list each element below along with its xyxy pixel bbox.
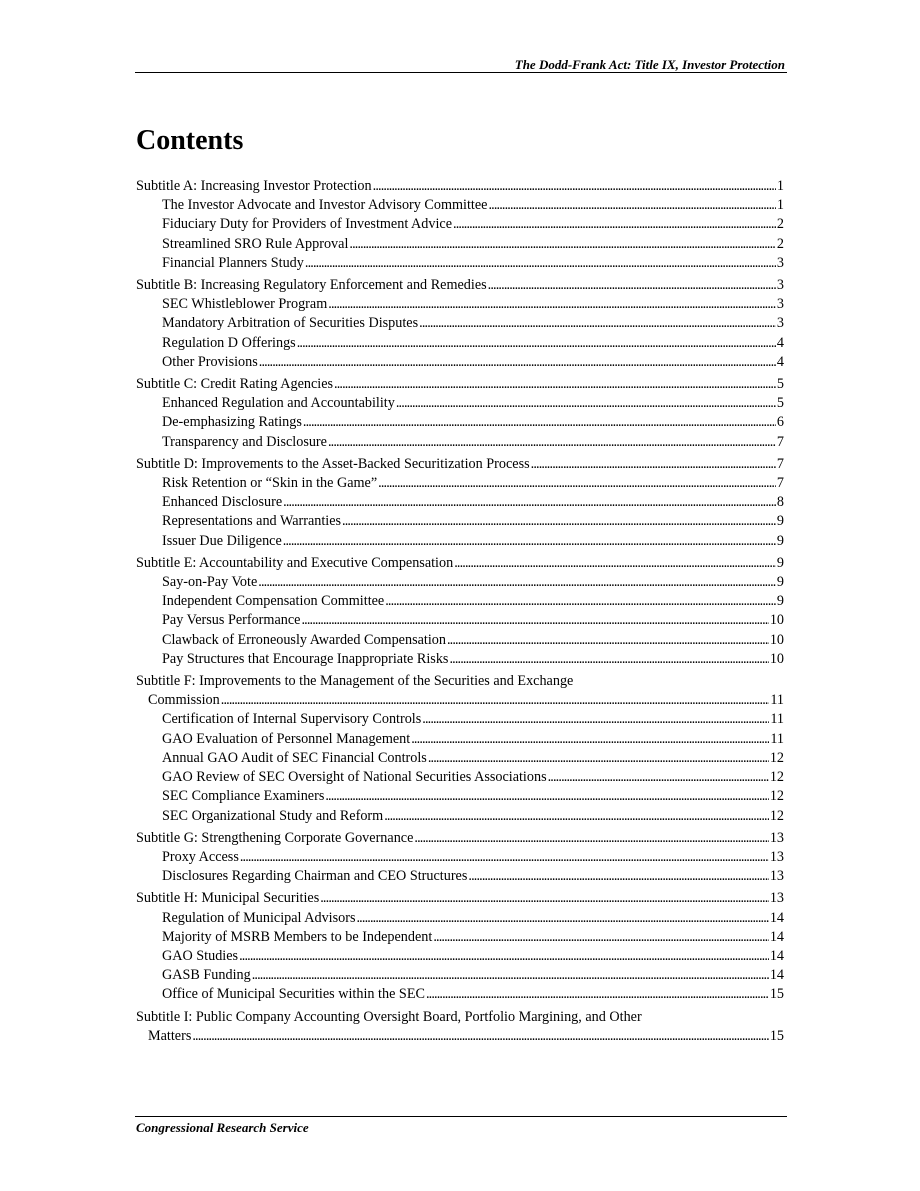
toc-subtitle-d[interactable]: [136, 455, 784, 474]
toc-page: 2: [776, 216, 784, 233]
dot-leader: [283, 493, 776, 512]
toc-page: 3: [776, 296, 784, 313]
toc-page: 12: [769, 788, 784, 805]
dot-leader: [488, 276, 776, 295]
toc-label: Proxy Access: [162, 848, 239, 865]
toc-item[interactable]: [136, 196, 784, 215]
toc-subtitle-b[interactable]: [136, 276, 784, 295]
dot-leader: [449, 650, 768, 669]
toc-item[interactable]: [136, 611, 784, 630]
toc-label: GAO Review of SEC Oversight of National Securities Associations: [162, 769, 547, 786]
toc-label: Independent Compensation Committee: [162, 593, 385, 610]
toc-page: 9: [776, 532, 784, 549]
dot-leader: [433, 928, 769, 947]
toc-page: 13: [769, 890, 784, 907]
dot-leader: [422, 710, 769, 729]
dot-leader: [192, 1027, 768, 1046]
toc-item[interactable]: [136, 749, 784, 768]
toc-page: 12: [769, 807, 784, 824]
toc-label: Subtitle E: Accountability and Executive Compensation: [136, 554, 454, 571]
toc-subtitle-e[interactable]: [136, 554, 784, 573]
toc-item[interactable]: [136, 433, 784, 452]
toc-label: Other Provisions: [162, 353, 258, 370]
toc-label: Mandatory Arbitration of Securities Disputes: [162, 315, 419, 332]
toc-label-line1: Subtitle I: Public Company Accounting Oversight Board, Portfolio Margining, and Other: [136, 1008, 642, 1025]
dot-leader: [301, 611, 768, 630]
dot-leader: [349, 235, 776, 254]
toc-label: Office of Municipal Securities within the SEC: [162, 986, 425, 1003]
toc-subtitle-f[interactable]: [136, 672, 784, 710]
header-rule: [135, 72, 787, 73]
toc-subtitle-g[interactable]: [136, 829, 784, 848]
toc-page: 9: [776, 593, 784, 610]
toc-page: 14: [769, 909, 784, 926]
toc-page: 7: [776, 433, 784, 450]
dot-leader: [356, 909, 768, 928]
toc-page: 12: [769, 749, 784, 766]
toc-label: SEC Compliance Examiners: [162, 788, 325, 805]
dot-leader: [414, 829, 768, 848]
dot-leader: [396, 394, 776, 413]
dot-leader: [325, 787, 768, 806]
dot-leader: [454, 554, 776, 573]
toc-label: Enhanced Disclosure: [162, 494, 283, 511]
dot-leader: [303, 413, 776, 432]
toc-label: Majority of MSRB Members to be Independent: [162, 928, 433, 945]
toc-page: 11: [770, 692, 784, 709]
contents-heading: Contents: [136, 125, 244, 156]
toc-label: Transparency and Disclosure: [162, 433, 327, 450]
dot-leader: [411, 730, 769, 749]
toc-item[interactable]: [136, 334, 784, 353]
dot-leader: [297, 334, 776, 353]
toc-item[interactable]: [136, 353, 784, 372]
dot-leader: [428, 749, 769, 768]
toc-label: Pay Structures that Encourage Inappropriate Risks: [162, 650, 449, 667]
dot-leader: [320, 889, 769, 908]
toc-label: Annual GAO Audit of SEC Financial Controls: [162, 749, 427, 766]
toc-page: 10: [769, 612, 784, 629]
toc-page: 7: [776, 455, 784, 472]
toc-item[interactable]: [136, 413, 784, 432]
toc-label: Enhanced Regulation and Accountability: [162, 395, 395, 412]
dot-leader: [531, 455, 776, 474]
dot-leader: [240, 848, 769, 867]
toc-item[interactable]: [136, 928, 784, 947]
dot-leader: [488, 196, 775, 215]
toc-page: 14: [769, 967, 784, 984]
toc-label: Subtitle G: Strengthening Corporate Governance: [136, 829, 414, 846]
toc-label: SEC Whistleblower Program: [162, 296, 328, 313]
toc-page: 8: [776, 494, 784, 511]
toc-label: Clawback of Erroneously Awarded Compensation: [162, 631, 446, 648]
toc-label: Streamlined SRO Rule Approval: [162, 235, 349, 252]
dot-leader: [384, 807, 769, 826]
dot-leader: [328, 295, 776, 314]
toc-page: 3: [776, 315, 784, 332]
toc-item[interactable]: [136, 493, 784, 512]
toc-page: 1: [776, 178, 784, 194]
toc-page: 9: [776, 574, 784, 591]
footer-rule: [135, 1116, 787, 1117]
toc-item[interactable]: [136, 947, 784, 966]
dot-leader: [252, 966, 769, 985]
toc-page: 5: [776, 395, 784, 412]
toc-page: 6: [776, 414, 784, 431]
running-header: The Dodd-Frank Act: Title IX, Investor Protection: [514, 57, 785, 72]
toc-page: 2: [776, 235, 784, 252]
toc-label: Issuer Due Diligence: [162, 532, 282, 549]
toc-page: 14: [769, 947, 784, 964]
toc-label: Fiduciary Duty for Providers of Investment Advice: [162, 216, 452, 233]
dot-leader: [447, 631, 769, 650]
toc-item[interactable]: [136, 787, 784, 806]
toc-label: GAO Evaluation of Personnel Management: [162, 730, 411, 747]
dot-leader: [221, 691, 770, 710]
toc-label: Risk Retention or “Skin in the Game”: [162, 475, 378, 492]
toc-label: Subtitle C: Credit Rating Agencies: [136, 376, 334, 393]
dot-leader: [548, 768, 769, 787]
toc-label-line2: Matters: [148, 1027, 192, 1044]
table-of-contents: [136, 177, 784, 1046]
toc-page: 15: [769, 1027, 784, 1044]
toc-label: Representations and Warranties: [162, 513, 342, 530]
toc-label: Regulation of Municipal Advisors: [162, 909, 356, 926]
toc-label: Regulation D Offerings: [162, 334, 296, 351]
toc-item[interactable]: [136, 631, 784, 650]
dot-leader: [468, 867, 768, 886]
toc-page: 13: [769, 848, 784, 865]
toc-page: 1: [776, 197, 784, 214]
toc-label: Subtitle D: Improvements to the Asset-Backed Securitization Process: [136, 455, 530, 472]
toc-page: 13: [769, 829, 784, 846]
toc-item[interactable]: [136, 848, 784, 867]
toc-subtitle-i[interactable]: [136, 1008, 784, 1046]
dot-leader: [385, 592, 776, 611]
dot-leader: [259, 353, 776, 372]
dot-leader: [453, 215, 776, 234]
toc-subtitle-c[interactable]: [136, 375, 784, 394]
toc-label: Financial Planners Study: [162, 254, 304, 271]
toc-label: GASB Funding: [162, 967, 251, 984]
toc-item[interactable]: [136, 254, 784, 273]
dot-leader: [419, 314, 776, 333]
toc-page: 10: [769, 631, 784, 648]
toc-label: Certification of Internal Supervisory Controls: [162, 711, 422, 728]
toc-page: 14: [769, 928, 784, 945]
toc-page: 13: [769, 868, 784, 885]
toc-page: 3: [776, 254, 784, 271]
toc-item[interactable]: [136, 807, 784, 826]
dot-leader: [258, 573, 776, 592]
toc-item[interactable]: [136, 295, 784, 314]
toc-page: 11: [770, 730, 784, 747]
toc-label: GAO Studies: [162, 947, 239, 964]
toc-page: 11: [770, 711, 784, 728]
toc-label: SEC Organizational Study and Reform: [162, 807, 384, 824]
toc-subtitle-a[interactable]: [136, 177, 784, 196]
toc-item[interactable]: [136, 985, 784, 1004]
toc-page: 9: [776, 554, 784, 571]
dot-leader: [378, 474, 776, 493]
toc-item[interactable]: [136, 394, 784, 413]
toc-subtitle-h[interactable]: [136, 889, 784, 908]
toc-item[interactable]: [136, 532, 784, 551]
toc-item[interactable]: [136, 730, 784, 749]
dot-leader: [328, 433, 776, 452]
toc-item[interactable]: [136, 573, 784, 592]
toc-label: Pay Versus Performance: [162, 612, 301, 629]
toc-page: 7: [776, 475, 784, 492]
toc-item[interactable]: [136, 650, 784, 669]
toc-page: 15: [769, 986, 784, 1003]
toc-label-line1: Subtitle F: Improvements to the Management of the Securities and Exchange: [136, 673, 574, 690]
toc-item[interactable]: [136, 966, 784, 985]
dot-leader: [334, 375, 776, 394]
dot-leader: [342, 512, 776, 531]
toc-label: Subtitle A: Increasing Investor Protection: [136, 178, 372, 194]
toc-label: Disclosures Regarding Chairman and CEO Structures: [162, 868, 468, 885]
dot-leader: [373, 177, 776, 196]
toc-item[interactable]: [136, 909, 784, 928]
toc-label: Subtitle H: Municipal Securities: [136, 890, 320, 907]
toc-page: 3: [776, 277, 784, 294]
toc-label: De-emphasizing Ratings: [162, 414, 302, 431]
toc-page: 9: [776, 513, 784, 530]
toc-item[interactable]: [136, 867, 784, 886]
toc-item[interactable]: [136, 592, 784, 611]
toc-page: 4: [776, 353, 784, 370]
toc-item[interactable]: [136, 512, 784, 531]
toc-page: 5: [776, 376, 784, 393]
dot-leader: [283, 532, 776, 551]
toc-label: The Investor Advocate and Investor Advisory Committee: [162, 197, 488, 214]
toc-label: Subtitle B: Increasing Regulatory Enforcement and Remedies: [136, 277, 487, 294]
running-footer: Congressional Research Service: [136, 1120, 309, 1135]
toc-item[interactable]: [136, 215, 784, 234]
dot-leader: [305, 254, 776, 273]
toc-page: 10: [769, 650, 784, 667]
toc-item[interactable]: [136, 235, 784, 254]
toc-item[interactable]: [136, 768, 784, 787]
dot-leader: [426, 985, 769, 1004]
toc-page: 4: [776, 334, 784, 351]
toc-item[interactable]: [136, 314, 784, 333]
toc-label: Say-on-Pay Vote: [162, 574, 258, 591]
toc-item[interactable]: [136, 474, 784, 493]
toc-page: 12: [769, 769, 784, 786]
toc-item[interactable]: [136, 710, 784, 729]
toc-label-line2: Commission: [148, 692, 220, 709]
dot-leader: [239, 947, 769, 966]
